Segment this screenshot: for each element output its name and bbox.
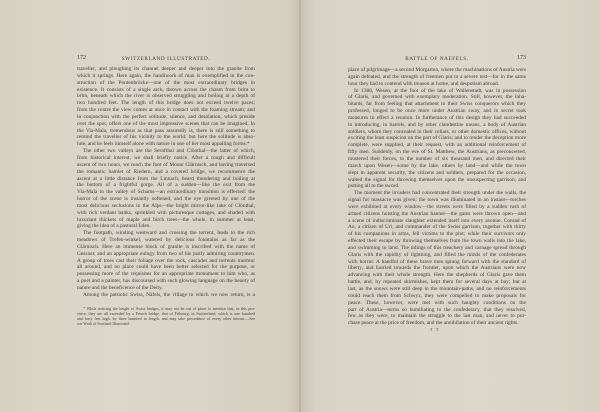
text-line: which it springs. Here again, the handiwork of man is exemplified in the con- bbox=[77, 72, 255, 79]
text-line: with horror. A handful of these brave men sprang forward with the standard of bbox=[348, 258, 526, 265]
text-line: chase peace at the price of freedom, and the annihilation of their ancient rights. bbox=[348, 320, 519, 327]
text-line: struction of the Pontenbrücke—one of the most extraordinary bridges in bbox=[77, 79, 255, 86]
text-line: remind the traveller of his vicinity to the world; but here the solitude is abso- bbox=[77, 134, 255, 141]
text-line: all around, and no place could have been better selected for the purpose, or bbox=[77, 264, 255, 271]
text-line: professed, longed to be once more under Austrian sway, and in secret took bbox=[348, 108, 526, 115]
left-footnote bbox=[77, 307, 255, 327]
text-line: the romantic hamlet of Riedern, and a covered bridge, we recommence the bbox=[77, 168, 255, 175]
text-line: from historical interest, we shall briefly notice. After a rough and difficult bbox=[77, 154, 255, 161]
text-line: meadows of Trefen-winkel, watered by delicious fountains as far as the bbox=[77, 237, 255, 244]
running-head-title: BATTLE OF NAEFELS. bbox=[405, 55, 469, 62]
text-line: of Glaris, and governed with exemplary moderation. Still, however, the inha- bbox=[348, 94, 526, 101]
text-line: putting all to the sword. bbox=[348, 183, 400, 190]
text-line: advancing with their whole strength. Here the shepherds of Glaris gave them bbox=[348, 272, 526, 279]
text-line: in introducing, in barrels, and by other clandestine means, a body of Austrian bbox=[348, 121, 526, 128]
text-line: The other two valleys are the Sernfthal and Clönthal—the latter of which, bbox=[83, 148, 255, 155]
text-line: The moment the invaders had concentrated their strength under the walls, the bbox=[354, 190, 526, 197]
left-body-text bbox=[77, 66, 255, 299]
text-line: and forty feet high, by three hundred in length, and may take precedence of every other known.—See bbox=[77, 316, 255, 321]
page-number: 173 bbox=[517, 55, 526, 61]
text-line: exciting the least suspicion on the part of Glaris; and to render the deception more bbox=[348, 135, 526, 142]
text-line: with rich verdant banks, sprinkled with picturesque cottages, and shaded with bbox=[77, 209, 255, 216]
text-line: slept in apparent security, the citizens and soldiers, prepared for the occasion, bbox=[348, 169, 526, 176]
text-line: A group of trees cast their foliage over the rock, cascades and torrents murmur bbox=[77, 257, 255, 264]
text-line: signal for massacre was given: the town was illuminated in an instant—torches bbox=[348, 197, 526, 204]
text-line: The footpath, winding westward and crossing the torrent, leads to the rich bbox=[83, 230, 255, 237]
text-line: complete, were supplied, at their request, with an additional reinforcement of bbox=[348, 142, 526, 149]
text-line: peace. These, however, were met with such haughty conditions on the bbox=[348, 299, 526, 306]
text-line: vince, they are all exceeded by a French bridge, that of Fribourg, in Switzerland, which is one hundred bbox=[77, 311, 255, 316]
text-line: possessing more of the requisites for an appropriate monument to him who, as bbox=[77, 271, 255, 278]
text-line: of his companions in arms, fell victims to the plot; while their survivors only bbox=[348, 231, 526, 238]
right-running-header bbox=[348, 55, 526, 62]
text-line: Among the patriotic Swiss, Näfels, the village to which we now return, is a bbox=[83, 291, 255, 298]
text-line: Via-Mala to the valley of Schams—an extraordinary transition is effected: the bbox=[77, 189, 255, 196]
text-line: Gessner, and an appropriate eulogy from two of his justly admiring countrymen. bbox=[77, 250, 255, 257]
text-line: nature and the beneficence of the Deity. bbox=[77, 285, 163, 291]
text-line: battle, and, by repeated skirmishes, kept them for several days at bay; but at bbox=[348, 279, 526, 286]
text-line: few as they were, to maintain the struggle to the last man, and never to pur- bbox=[348, 313, 526, 320]
text-line: a scene of indiscriminate slaughter extended itself into every avenue. Conrad of bbox=[348, 217, 526, 224]
text-line: soldiers, whom they concealed in their cellars, or other domestic offices, without bbox=[348, 128, 526, 135]
page-number: 172 bbox=[77, 55, 86, 61]
text-line: our Work of Scotland Illustrated. bbox=[77, 321, 130, 326]
text-line: two hundred feet. The length of this bridge does not exceed twelve paces; bbox=[77, 100, 255, 107]
text-line: * While noticing the height of Swiss bridges, it may not be out of place to mention that, in this pro- bbox=[83, 307, 255, 311]
running-head-title: SWITZERLAND ILLUSTRATED. bbox=[121, 55, 211, 62]
text-line: could reach them from Schwyz, they were compelled to make proposals for bbox=[348, 292, 526, 299]
text-line: liberty, and hurried towards the frontier, upon which the Austrians were now bbox=[348, 265, 526, 272]
text-line: ascent at a little distance from the Linnach, heard thundering and boiling at bbox=[77, 175, 255, 182]
text-line: effected their escape by throwing themselves from the town walls into the lake, bbox=[348, 238, 526, 245]
text-line: Au, a citizen of Uri, and commander of the Swiss garrison, together with thirty bbox=[348, 224, 526, 231]
text-line: horror of the scene is instantly softened, and the eye greeted by one of the bbox=[77, 196, 255, 203]
text-line: over the spot, offers one of the most impressive scenes that can be imagined. In bbox=[77, 120, 255, 127]
text-line: were exhibited at every window—the streets were filled by a sudden rush of bbox=[348, 203, 526, 210]
text-line: ascent of two hours, we reach the foot of Mount Glärnisch, and having traversed bbox=[77, 161, 255, 168]
text-line: again defeated, and the strength of freemen put to a severe test—for in the same bbox=[348, 73, 526, 80]
text-line: in conjunction with the perfect solitude, silence, and desolation, which preside bbox=[77, 113, 255, 120]
text-line: part of Austria—terms so humiliating to the confederacy, that they resolved, bbox=[348, 306, 526, 313]
text-line: last, as the snows were still deep in the mountain-paths, and no reinforcements bbox=[348, 286, 526, 292]
text-line: place of pilgrimage—a second Morgarten, where the machinations of Austria were bbox=[348, 67, 526, 73]
text-line: a poet and a painter, has discoursed with such glowing language on the beauty of bbox=[77, 278, 255, 285]
text-line: fifty men. Suddenly, on the eve of St. Matthew, the Austrians, as preconcerted, bbox=[348, 149, 526, 156]
text-line: hour they had to contend with treason at home, and despotism abroad. bbox=[348, 80, 500, 87]
text-line: most delicious seclusions in the Alps—the bright mirror-like lake of Clönthal, bbox=[77, 202, 255, 209]
text-line: march upon Wesen—some by the lake, others by land—and while the town bbox=[348, 162, 526, 169]
text-line: armed citizens hoisting the Austrian banner—the gates were thrown open—and bbox=[348, 210, 526, 217]
right-body-text bbox=[348, 67, 526, 327]
text-line: measures to effect a reunion. In furtherance of this design they had succeeded bbox=[348, 114, 526, 121]
text-line: Glaris with the rapidity of lightning, and filled the minds of the confederates bbox=[348, 251, 526, 258]
text-line: traveller, and ploughing its channel deeper and deeper into the granite from bbox=[77, 66, 255, 72]
text-line: mustered their forces, to the number of six thousand men, and directed their bbox=[348, 155, 526, 162]
left-page bbox=[0, 0, 299, 412]
text-line: the Via-Mala, tremendous as that pass assuredly is, there is still something to bbox=[77, 127, 255, 134]
text-line: In 1388, Wesen, at the foot of the lake of Wallenstadt, was in possession bbox=[354, 87, 526, 94]
text-line: giving the idea of a pastoral Eden. bbox=[77, 223, 151, 230]
signature-mark: T T bbox=[430, 327, 440, 332]
text-line: Glärnisch. Here an immense block of granite is inscribed with the name of bbox=[77, 243, 255, 250]
text-line: from the centre the view comes at once in contact with the foaming stream; and bbox=[77, 107, 255, 114]
text-line: and swimming to land. The tidings of this treachery and carnage spread through bbox=[348, 244, 526, 251]
right-page bbox=[301, 0, 600, 412]
text-line: brim, beneath which the river is observed struggling and boiling at a depth of bbox=[77, 93, 255, 100]
text-line: bitants, far from feeling that attachment to their Swiss conquerors which they bbox=[348, 101, 526, 108]
text-line: existence. It consists of a single arch, thrown across the chasm from brim to bbox=[77, 86, 255, 93]
text-line: lute, and he feels himself alone with nature in one of her most appalling forms.* bbox=[77, 141, 250, 148]
text-line: luxuriant thickets of maple and birch trees—the whole, in summer at least, bbox=[77, 216, 255, 223]
text-line: the bottom of a frightful gorge. All of a sudden—like the exit from the bbox=[77, 182, 255, 189]
text-line: waited the signal for throwing themselves upon the unsuspecting garrison, and bbox=[348, 176, 526, 183]
left-running-header bbox=[77, 55, 255, 62]
